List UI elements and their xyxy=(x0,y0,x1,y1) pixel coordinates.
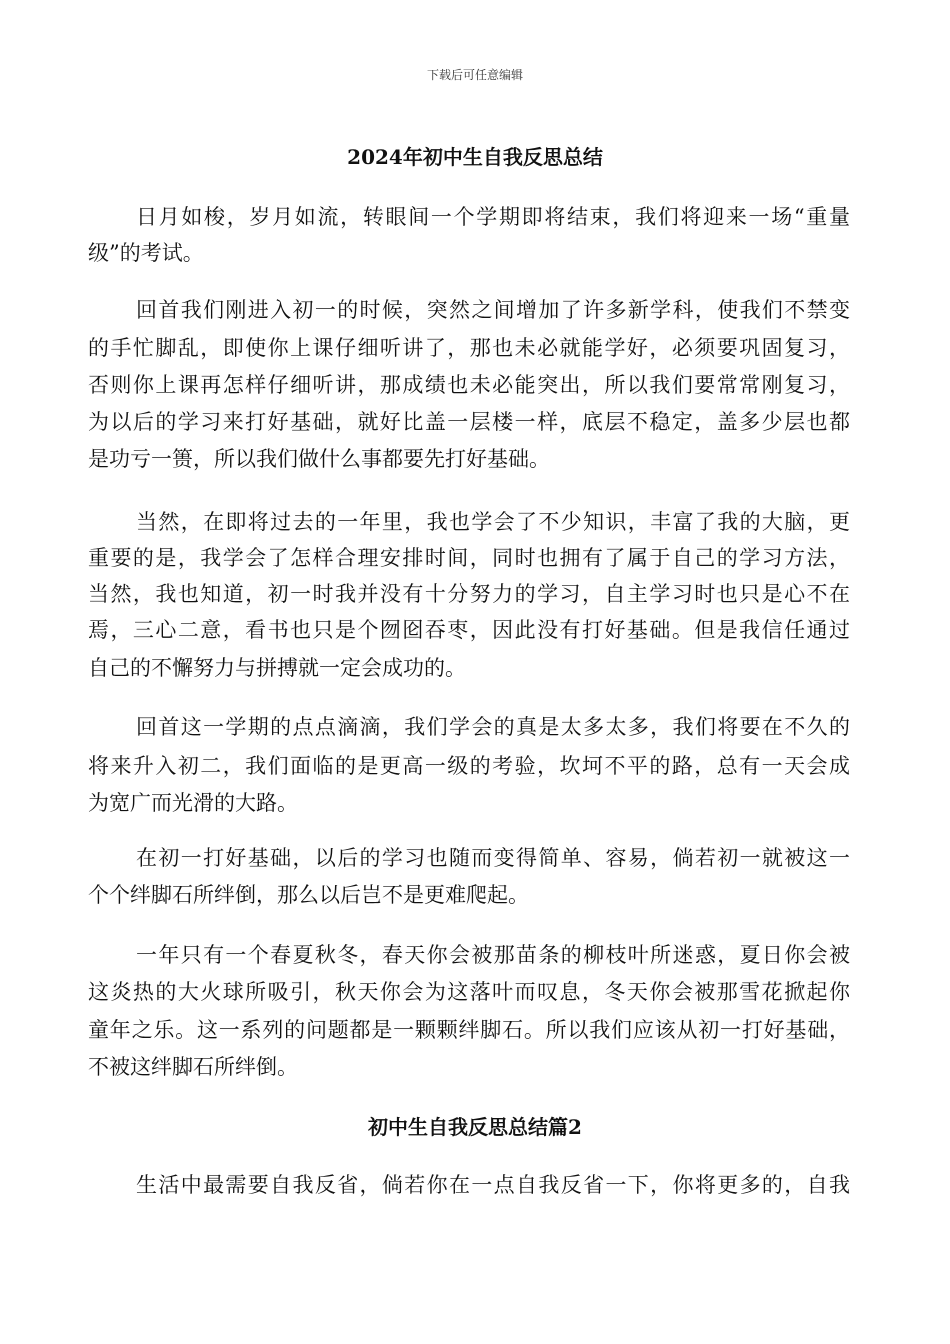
paragraph-5-line: 在初一打好基础，以后的学习也随而变得简单、容易，倘若初一就被这一 xyxy=(136,846,850,870)
paragraph-6-line: 不被这绊脚石所绊倒。 xyxy=(88,1055,298,1079)
paragraph-6-line: 童年之乐。这一系列的问题都是一颗颗绊脚石。所以我们应该从初一打好基础， xyxy=(88,1018,850,1042)
paragraph-1-line: 级”的考试。 xyxy=(88,241,204,265)
paragraph-2-line: 回首我们刚进入初一的时候，突然之间增加了许多新学科，使我们不禁变 xyxy=(136,298,850,322)
paragraph-3-line: 自己的不懈努力与拼搏就一定会成功的。 xyxy=(88,656,466,680)
paragraph-6-line: 一年只有一个春夏秋冬，春天你会被那苗条的柳枝叶所迷惑，夏日你会被 xyxy=(136,943,850,967)
paragraph-4-line: 将来升入初二，我们面临的是更高一级的考验，坎坷不平的路，总有一天会成 xyxy=(88,754,850,778)
paragraph-2-line: 是功亏一篑，所以我们做什么事都要先打好基础。 xyxy=(88,447,550,471)
paragraph-2-line: 的手忙脚乱，即使你上课仔细听讲了，那也未必就能学好，必须要巩固复习， xyxy=(88,336,850,360)
paragraph-3-line: 重要的是，我学会了怎样合理安排时间，同时也拥有了属于自己的学习方法， xyxy=(88,546,850,570)
paragraph-1-line: 日月如梭，岁月如流，转眼间一个学期即将结束，我们将迎来一场“重量 xyxy=(136,205,850,229)
document-title: 2024年初中生自我反思总结 xyxy=(347,145,603,169)
paragraph-3-line: 当然，在即将过去的一年里，我也学会了不少知识，丰富了我的大脑，更 xyxy=(136,510,850,534)
paragraph-4-line: 回首这一学期的点点滴滴，我们学会的真是太多太多，我们将要在不久的 xyxy=(136,715,850,739)
paragraph-2-line: 否则你上课再怎样仔细听讲，那成绩也未必能突出，所以我们要常常刚复习， xyxy=(88,373,850,397)
section-heading: 初中生自我反思总结篇2 xyxy=(368,1115,582,1139)
paragraph-6-line: 这炎热的大火球所吸引，秋天你会为这落叶而叹息，冬天你会被那雪花掀起你 xyxy=(88,980,850,1004)
paragraph-7-line: 生活中最需要自我反省，倘若你在一点自我反省一下，你将更多的，自我 xyxy=(136,1173,850,1197)
paragraph-5-line: 个个绊脚石所绊倒，那么以后岂不是更难爬起。 xyxy=(88,883,529,907)
page-header: 下载后可任意编辑 xyxy=(426,68,523,82)
paragraph-3-line: 当然，我也知道，初一时我并没有十分努力的学习，自主学习时也只是心不在 xyxy=(88,582,850,606)
paragraph-4-line: 为宽广而光滑的大路。 xyxy=(88,791,298,815)
paragraph-3-line: 焉，三心二意，看书也只是个囫囵吞枣，因此没有打好基础。但是我信任通过 xyxy=(88,618,850,642)
paragraph-2-line: 为以后的学习来打好基础，就好比盖一层楼一样，底层不稳定，盖多少层也都 xyxy=(88,410,850,434)
